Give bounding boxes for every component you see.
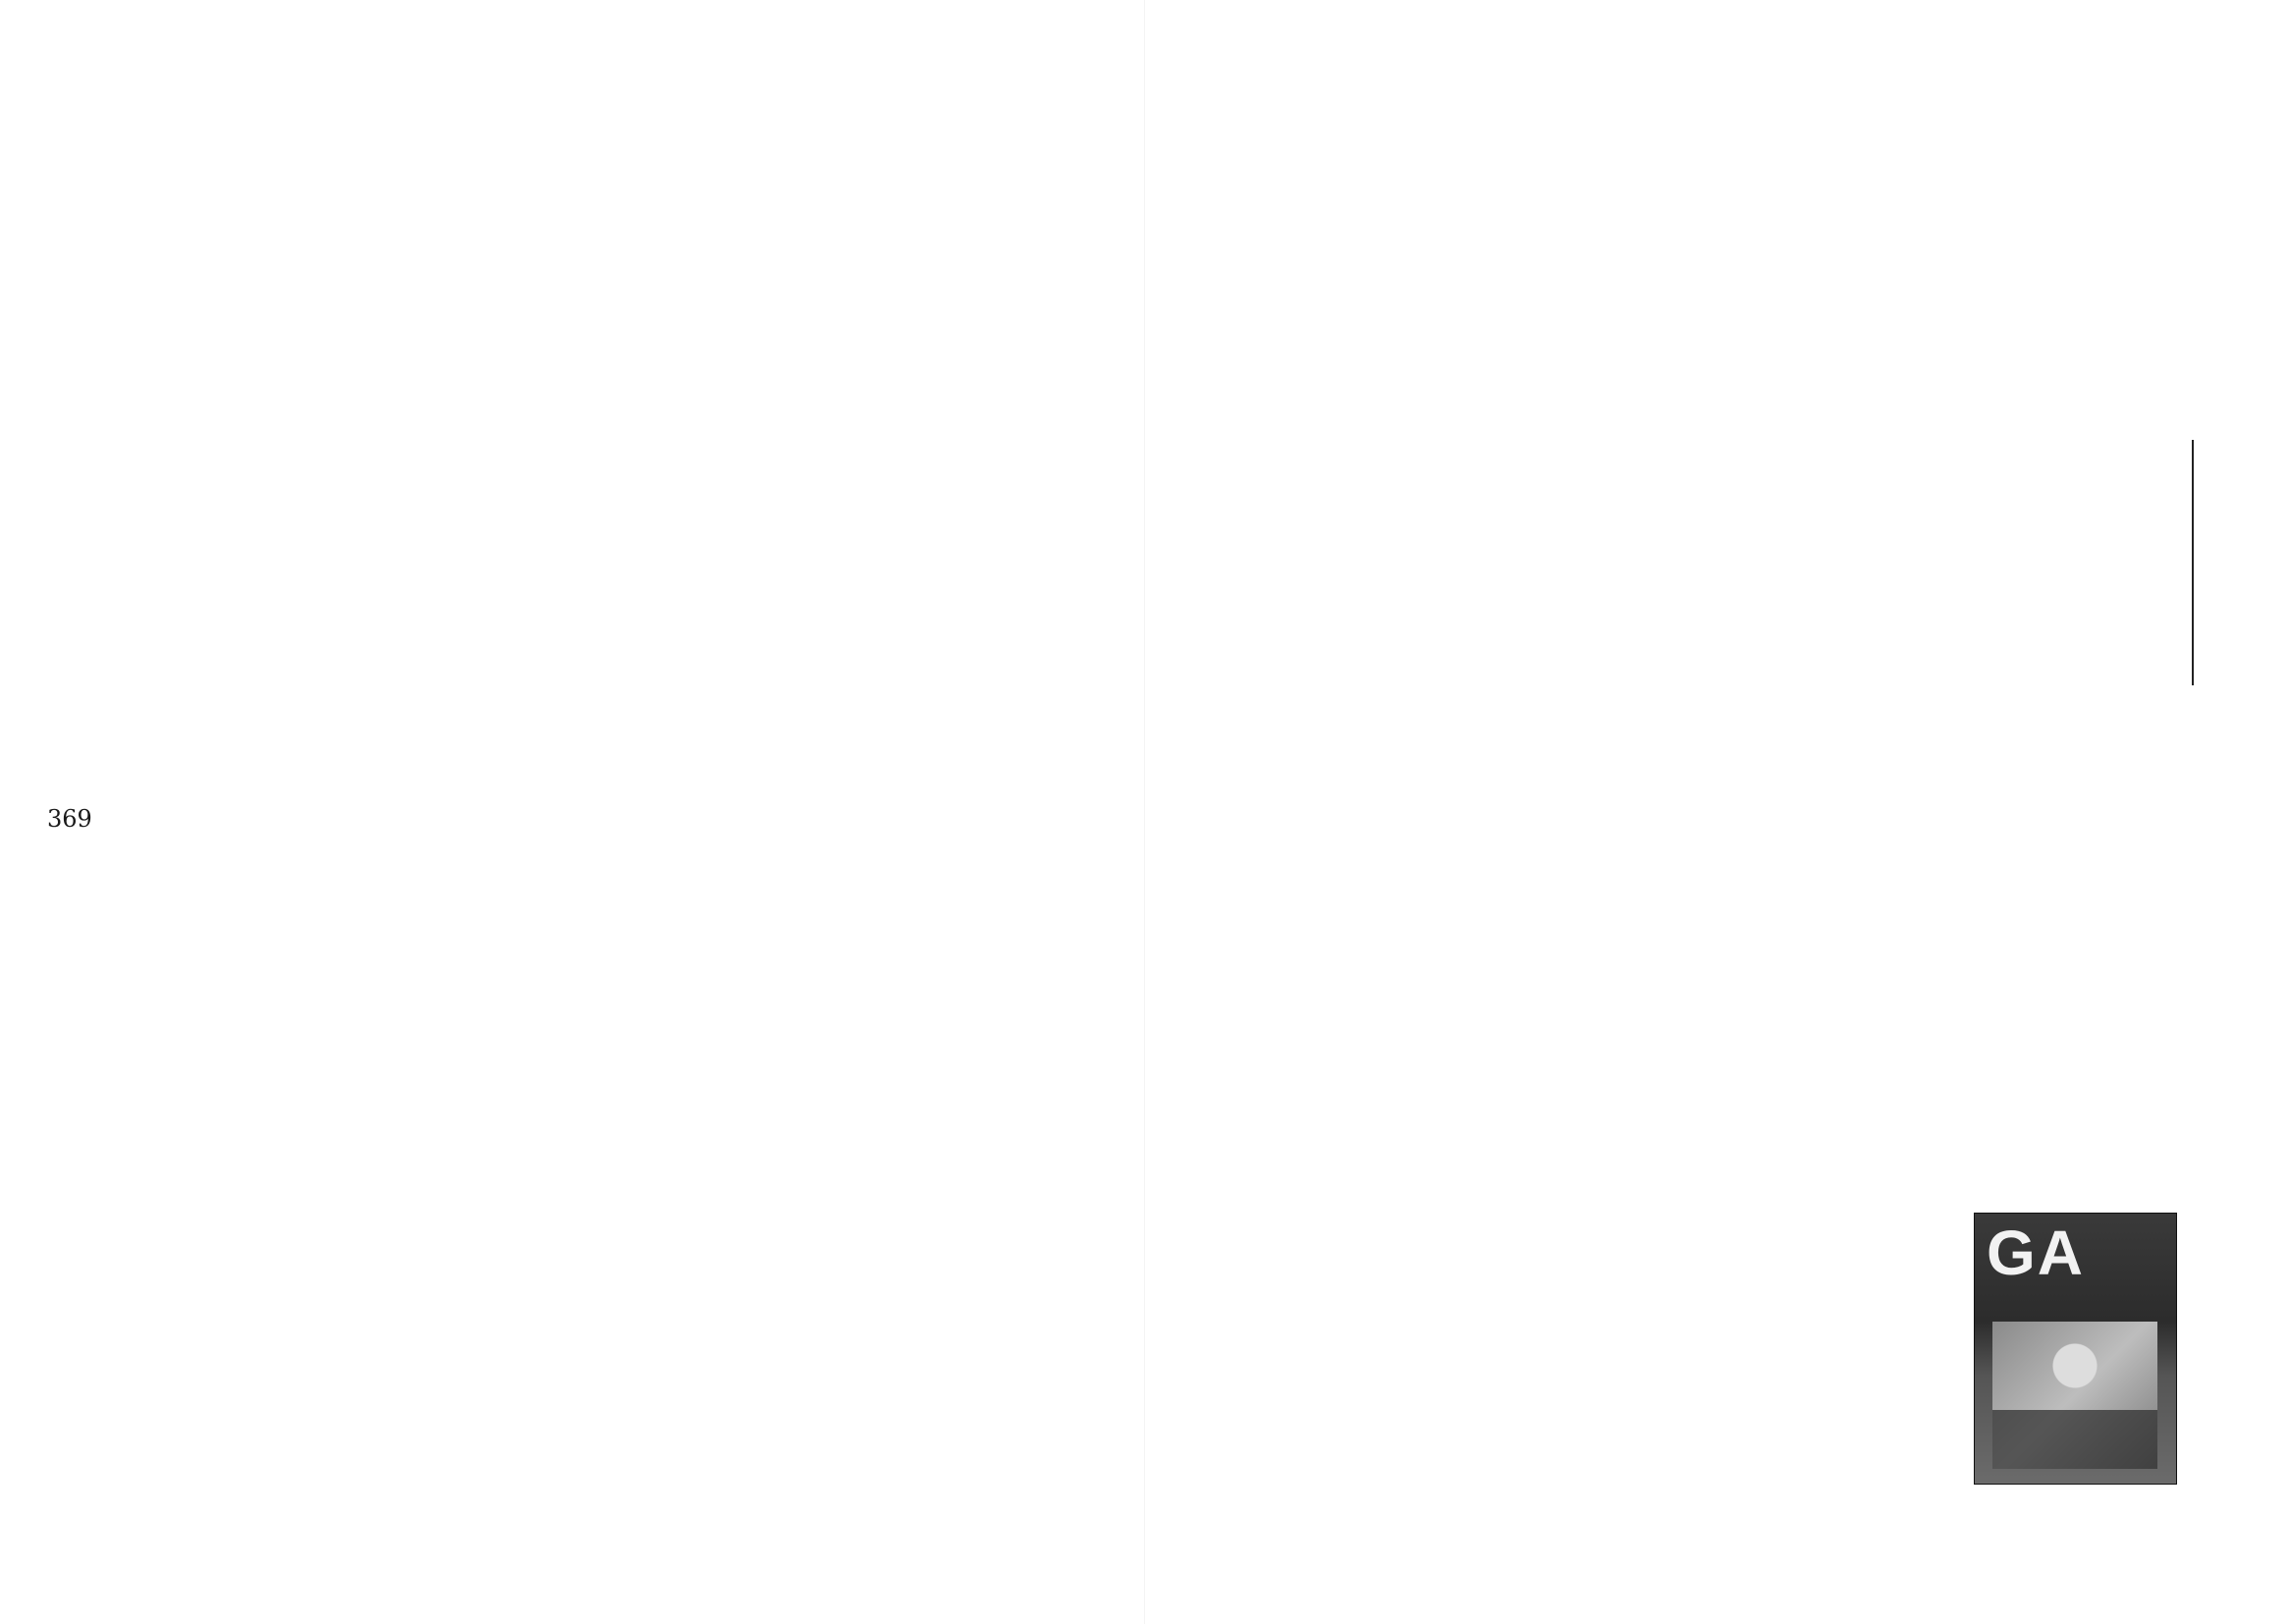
page-gutter xyxy=(1144,0,1145,1624)
title-dash-rule xyxy=(2192,440,2195,685)
author-name xyxy=(2057,93,2185,506)
ga-logo: GA xyxy=(1987,1218,2085,1288)
cover-artwork-band xyxy=(1992,1410,2157,1469)
ga-magazine-cover-image xyxy=(1974,1213,2177,1485)
right-page-body xyxy=(1326,432,1817,1610)
page-number: 369 xyxy=(47,805,92,833)
left-page-body xyxy=(177,432,962,1610)
